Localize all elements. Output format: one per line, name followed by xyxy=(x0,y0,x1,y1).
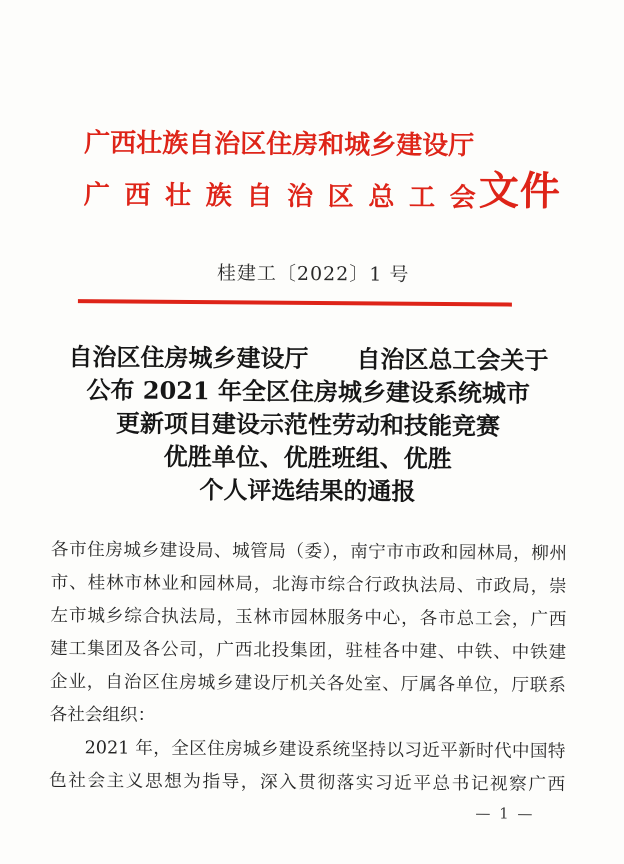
agency-name-line-1: 广西壮族自治区住房和城乡建设厅 xyxy=(84,128,475,162)
recipients-line: 各市住房城乡建设局、城管局（委），南宁市市政和园林局，柳州 xyxy=(50,539,568,565)
doc-number: 桂建工〔2022〕1 号 xyxy=(216,262,410,286)
recipients-line: 市、桂林市林业和园林局，北海市综合行政执法局、市政局，崇 xyxy=(50,572,567,598)
doc-type-label: 文件 xyxy=(478,167,561,215)
document-title-line-1: 自治区住房城乡建设厅 自治区总工会关于 xyxy=(68,342,549,375)
recipients-line: 建工集团及各公司，广西北投集团，驻桂各中建、中铁、中铁建 xyxy=(50,638,567,664)
page-number: — 1 — xyxy=(475,804,535,823)
paragraph-line: 2021 年，全区住房城乡建设系统坚持以习近平新时代中国特 xyxy=(84,738,566,763)
red-separator-line xyxy=(78,299,512,306)
paragraph-line: 色社会主义思想为指导，深入贯彻落实习近平总书记视察广西 xyxy=(49,770,566,795)
letterhead xyxy=(84,117,477,224)
recipients-line: 企业，自治区住房城乡建设厅机关各处室、厅属各单位，厅联系 xyxy=(49,671,566,697)
document-title-line-3: 更新项目建设示范性劳动和技能竞赛 xyxy=(115,408,501,441)
document-body xyxy=(49,534,567,802)
document-title-line-4: 优胜单位、优胜班组、优胜 xyxy=(163,441,452,474)
document-title xyxy=(0,340,617,510)
document-title-line-5: 个人评选结果的通报 xyxy=(199,475,416,506)
recipients-line: 各社会组织： xyxy=(49,704,156,726)
agency-name-line-2: 广西壮族自治区总工会 xyxy=(83,180,476,214)
recipients-line: 左市城乡综合执法局，玉林市园林服务中心，各市总工会，广西 xyxy=(50,605,567,631)
document-title-line-2: 公布 2021 年全区住房城乡建设系统城市 xyxy=(86,375,531,408)
